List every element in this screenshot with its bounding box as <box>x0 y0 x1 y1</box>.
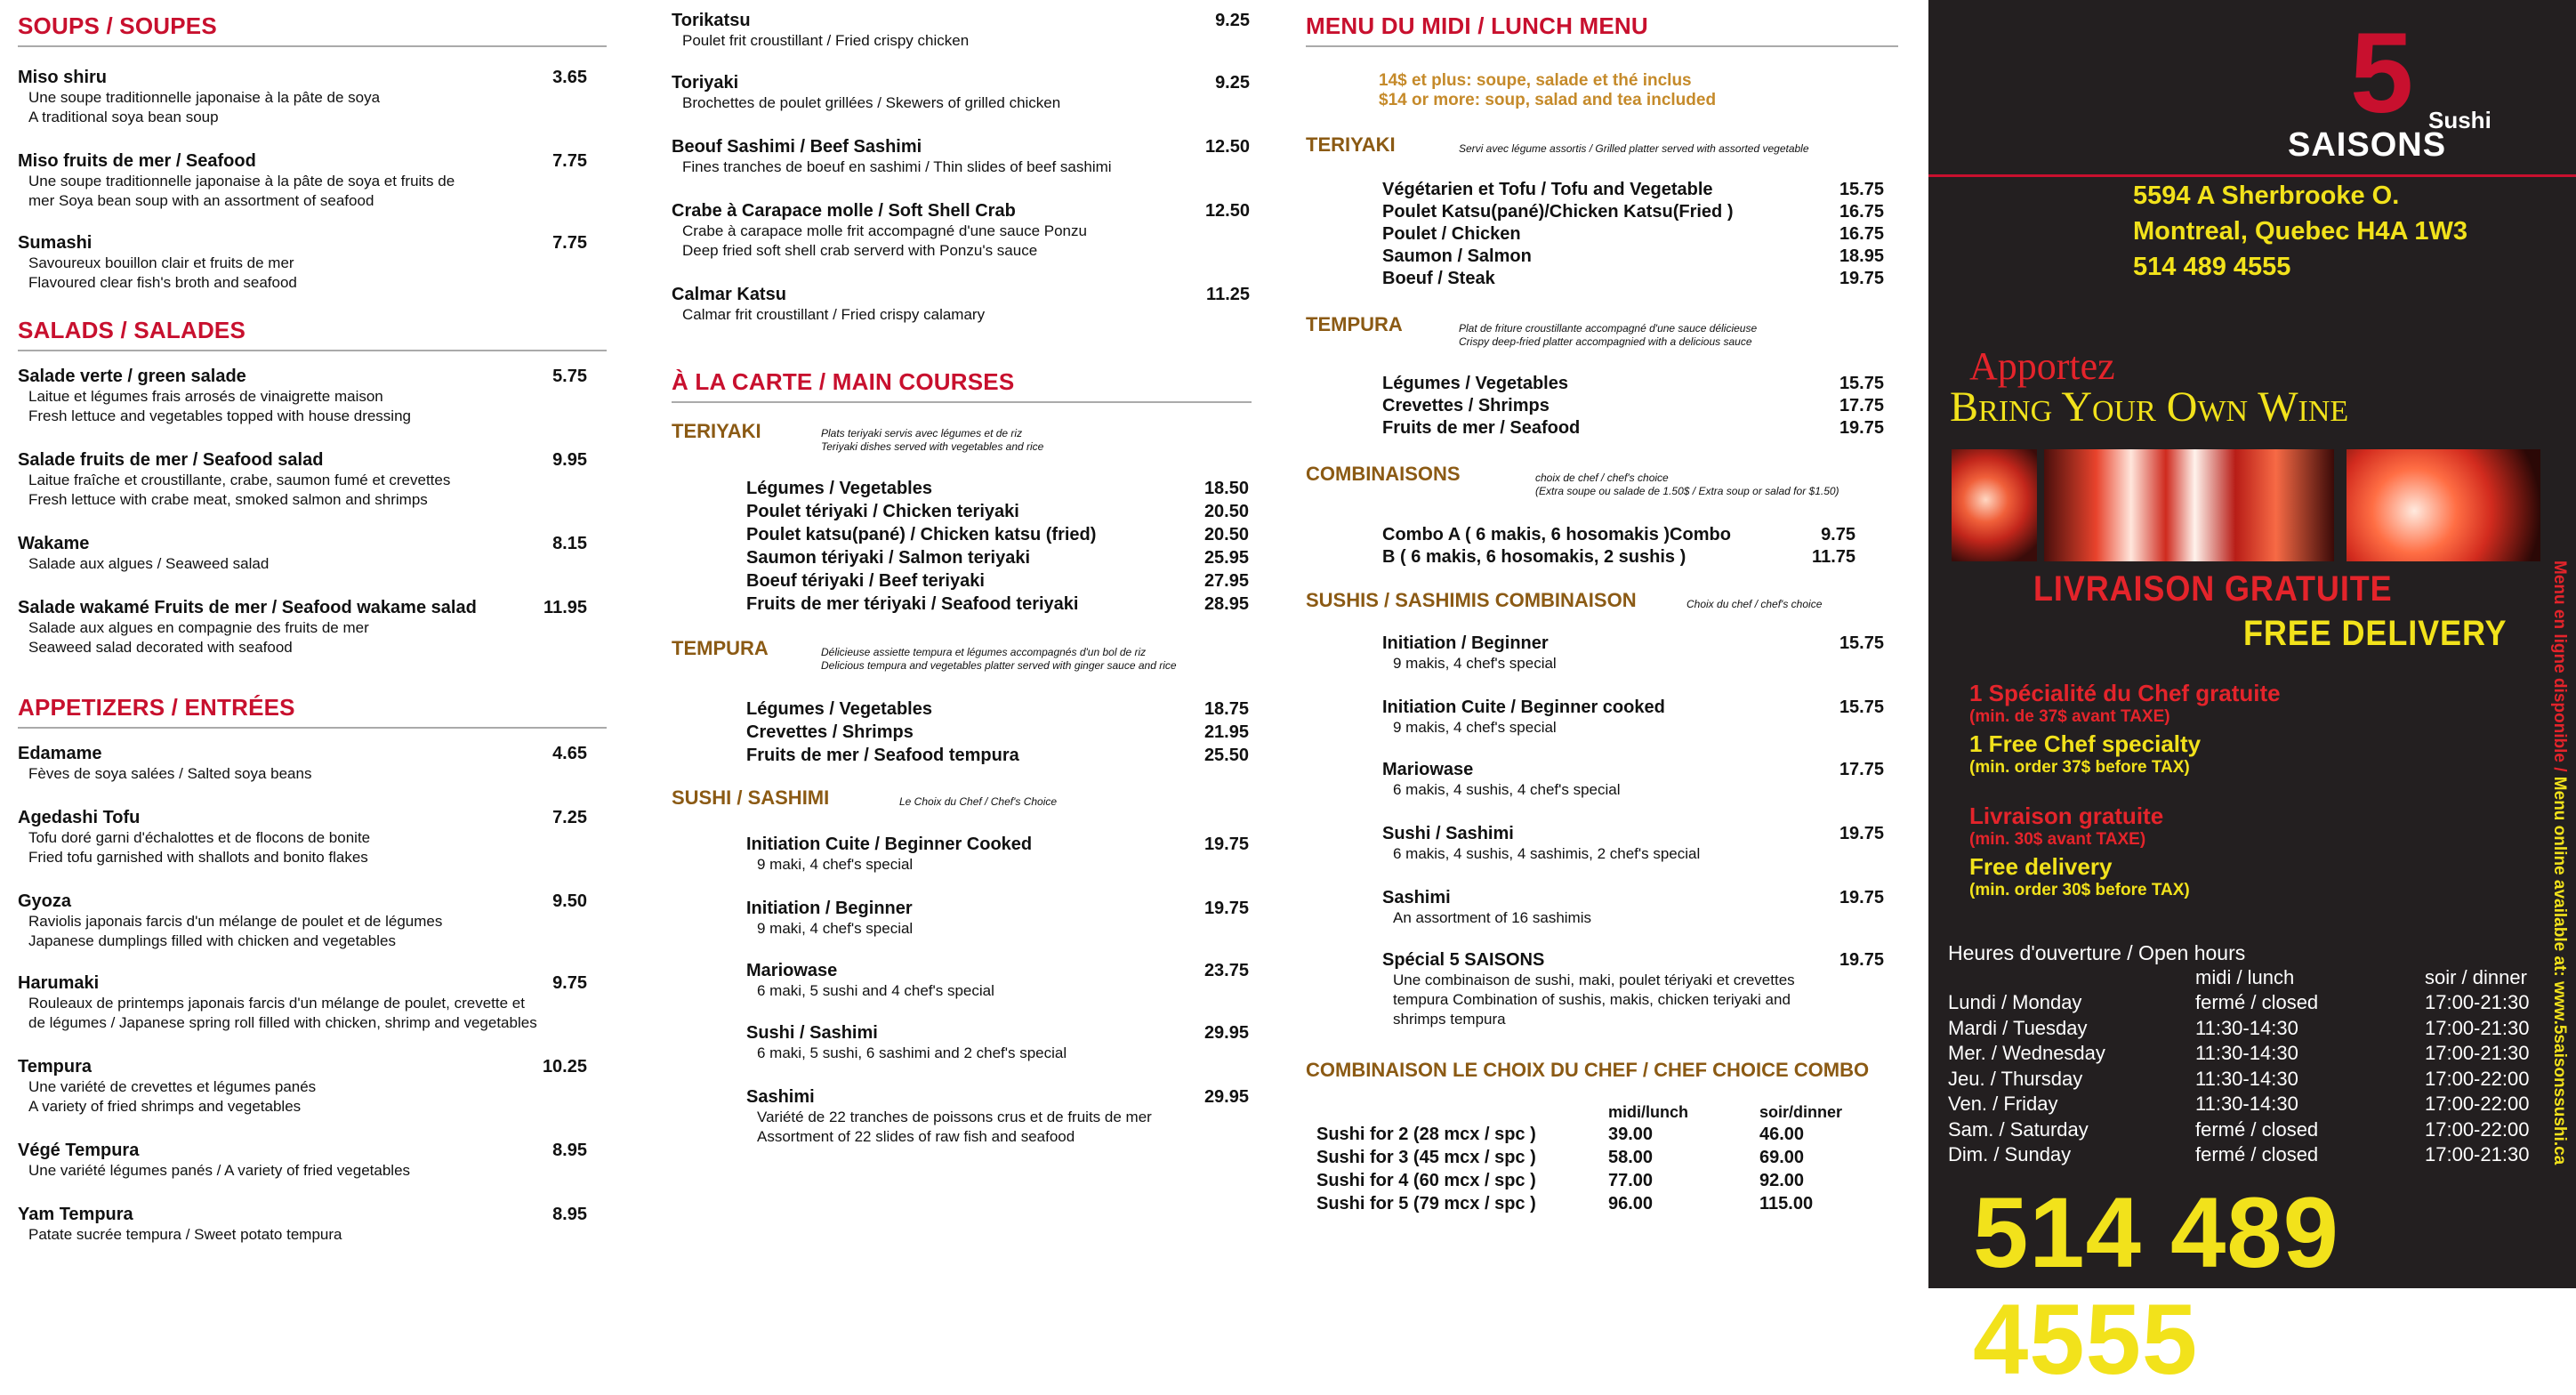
menu-line <box>746 722 1249 746</box>
menu-line <box>746 502 1249 525</box>
brand-panel <box>1928 0 2576 1395</box>
item-name: Salade fruits de mer / Seafood salad <box>18 450 324 470</box>
combo-row-lunch: 39.00 <box>1608 1125 1654 1144</box>
item-description: 6 makis, 4 sushis, 4 chef's special <box>1393 781 1621 798</box>
item-description: tempura Combination of sushis, makis, chicken teriyaki and <box>1393 991 1791 1008</box>
item-name: Initiation Cuite / Beginner Cooked <box>746 835 1033 854</box>
menu-item <box>746 961 1249 1001</box>
subsection-note: Plats teriyaki servis avec légumes et de riz <box>821 427 1023 439</box>
menu-item <box>18 744 587 784</box>
hours-dinner: 17:00-22:00 <box>2425 1067 2530 1090</box>
item-price: 10.25 <box>542 1057 587 1076</box>
item-description: shrimps tempura <box>1393 1011 1506 1028</box>
hours-title: Heures d'ouverture / Open hours <box>1948 941 2246 964</box>
hours-dinner: 17:00-21:30 <box>2425 1143 2530 1165</box>
menu-item <box>18 233 587 293</box>
hours-lunch: 11:30-14:30 <box>2195 1042 2298 1064</box>
line-name: Fruits de mer / Seafood <box>1382 418 1581 438</box>
promo1-en-sub: (min. order 37$ before TAX) <box>1969 758 2190 777</box>
hours-lunch: 11:30-14:30 <box>2195 1093 2298 1115</box>
item-price: 7.25 <box>552 808 587 827</box>
line-name: Combo A ( 6 makis, 6 hosomakis )Combo <box>1382 525 1731 544</box>
item-price: 19.75 <box>1839 824 1884 843</box>
address-line-1: 5594 A Sherbrooke O. <box>2133 181 2400 210</box>
combo-row-name: Sushi for 4 (60 mcx / spc ) <box>1316 1171 1536 1190</box>
hours-day: Mardi / Tuesday <box>1948 1016 2088 1039</box>
item-price: 11.25 <box>1206 285 1250 304</box>
item-description: Variété de 22 tranches de poissons crus et de fruits de mer <box>757 1109 1152 1125</box>
item-description: 6 maki, 5 sushi and 4 chef's special <box>757 982 994 999</box>
promo2-fr-sub: (min. 30$ avant TAXE) <box>1969 830 2146 849</box>
item-price: 8.95 <box>552 1141 587 1160</box>
item-name: Miso fruits de mer / Seafood <box>18 151 256 171</box>
menu-item <box>18 151 587 211</box>
item-name: Sashimi <box>1382 888 1451 907</box>
item-description: Assortment of 22 slides of raw fish and seafood <box>757 1128 1075 1145</box>
address-block <box>2133 178 2467 285</box>
subsection-note: Crispy deep-fried platter accompagnied with a delicious sauce <box>1459 335 1752 348</box>
menu-line <box>746 594 1249 617</box>
menu-item <box>746 1023 1249 1063</box>
item-name: Toriyaki <box>672 73 739 93</box>
combo-row-dinner: 46.00 <box>1759 1125 1805 1144</box>
line-name: Végétarien et Tofu / Tofu and Vegetable <box>1382 180 1713 199</box>
combo-row-dinner: 92.00 <box>1759 1171 1805 1190</box>
item-price: 9.25 <box>1215 73 1250 93</box>
item-name: Crabe à Carapace molle / Soft Shell Crab <box>672 201 1016 221</box>
item-description: Patate sucrée tempura / Sweet potato tempura <box>28 1226 342 1243</box>
combo-col-lunch: midi/lunch <box>1608 1103 1688 1121</box>
item-name: Tempura <box>18 1057 92 1076</box>
section-title: MENU DU MIDI / LUNCH MENU <box>1306 12 1898 47</box>
item-description: Flavoured clear fish's broth and seafood <box>28 274 297 291</box>
item-price: 23.75 <box>1203 961 1249 980</box>
sushi-photo-3 <box>2347 449 2540 561</box>
subsection-heading: COMBINAISONS <box>1306 463 1461 485</box>
menu-line <box>746 746 1249 769</box>
line-price: 11.75 <box>1812 547 1856 567</box>
item-description: A traditional soya bean soup <box>28 109 219 125</box>
combo-col-dinner: soir/dinner <box>1759 1103 1843 1121</box>
subsection-heading: TEMPURA <box>672 637 769 659</box>
line-name: Fruits de mer tériyaki / Seafood teriyaki <box>746 594 1079 614</box>
item-name: Sumashi <box>18 233 93 253</box>
address-line-2: Montreal, Quebec H4A 1W3 <box>2133 217 2468 246</box>
panel-divider <box>1928 174 2576 177</box>
menu-line <box>746 525 1249 548</box>
menu-item <box>1382 633 1884 673</box>
lunch-intro-fr: 14$ et plus: soupe, salade et thé inclus <box>1379 71 1692 90</box>
item-name: Initiation / Beginner <box>1382 633 1549 653</box>
item-name: Salade wakamé Fruits de mer / Seafood wakame salad <box>18 598 477 617</box>
section-title: SALADS / SALADES <box>18 317 607 351</box>
item-description: Une soupe traditionnelle japonaise à la pâte de soya <box>28 89 381 106</box>
menu-item <box>672 201 1250 261</box>
item-price: 8.95 <box>552 1205 587 1224</box>
menu-line <box>746 479 1249 502</box>
subsection-note: Le Choix du Chef / Chef's Choice <box>899 795 1058 808</box>
logo-sushi: Sushi <box>2428 107 2491 133</box>
menu-item <box>18 808 587 867</box>
item-name: Salade verte / green salade <box>18 367 246 386</box>
subsection-heading: SUSHIS / SASHIMIS COMBINAISON <box>1306 589 1637 611</box>
hours-lunch: fermé / closed <box>2195 991 2319 1013</box>
combo-row-dinner: 69.00 <box>1759 1148 1805 1167</box>
item-description: Brochettes de poulet grillées / Skewers of grilled chicken <box>682 94 1061 111</box>
menu-item <box>1382 950 1884 1029</box>
menu-item <box>18 1057 587 1117</box>
subsection-note: Choix du chef / chef's choice <box>1686 598 1823 610</box>
item-price: 19.75 <box>1839 888 1884 907</box>
line-name: Fruits de mer / Seafood tempura <box>746 746 1019 765</box>
promo1-en: 1 Free Chef specialty <box>1969 730 2202 757</box>
subsection-note: Plat de friture croustillante accompagné d'une sauce délicieuse <box>1459 322 1758 335</box>
hours-lunch: 11:30-14:30 <box>2195 1067 2298 1090</box>
menu-item <box>672 11 1250 51</box>
line-price: 27.95 <box>1203 571 1249 591</box>
menu-line <box>1382 547 1856 570</box>
combo-row-lunch: 77.00 <box>1608 1171 1654 1190</box>
menu-item <box>18 68 587 127</box>
subsection-note: Servi avec légume assortis / Grilled platter served with assorted vegetable <box>1459 142 1809 155</box>
item-name: Torikatsu <box>672 11 751 30</box>
section-title: APPETIZERS / ENTRÉES <box>18 694 607 729</box>
item-description: Seaweed salad decorated with seafood <box>28 639 293 656</box>
menu-line <box>1382 418 1884 441</box>
item-description: Fried tofu garnished with shallots and bonito flakes <box>28 849 368 866</box>
menu-line <box>1382 202 1884 225</box>
subsection-note: Teriyaki dishes served with vegetables and rice <box>821 440 1044 453</box>
menu-item <box>1382 888 1884 928</box>
item-price: 19.75 <box>1839 950 1884 970</box>
line-price: 16.75 <box>1839 224 1884 244</box>
menu-item <box>18 598 587 657</box>
subsection-note: Délicieuse assiette tempura et légumes accompagnés d'un bol de riz <box>821 646 1147 658</box>
logo <box>2284 10 2551 169</box>
line-name: Poulet Katsu(pané)/Chicken Katsu(Fried ) <box>1382 202 1734 222</box>
item-description: Raviolis japonais farcis d'un mélange de poulet et de légumes <box>28 913 443 930</box>
lunch-intro-en: $14 or more: soup, salad and tea included <box>1379 91 1717 109</box>
menu-item <box>746 1087 1249 1147</box>
phone-number: 514 489 4555 <box>2133 253 2291 281</box>
subsection-heading: TERIYAKI <box>1306 133 1396 156</box>
combo-row-dinner: 115.00 <box>1759 1194 1814 1214</box>
line-price: 28.95 <box>1203 594 1249 614</box>
menu-item <box>1382 760 1884 800</box>
hours-day: Jeu. / Thursday <box>1948 1067 2083 1090</box>
logo-saisons: SAISONS <box>2288 126 2447 164</box>
hours-day: Sam. / Saturday <box>1948 1117 2089 1141</box>
menu-item <box>18 367 587 426</box>
combo-row-lunch: 58.00 <box>1608 1148 1654 1167</box>
item-name: Spécial 5 SAISONS <box>1382 950 1545 970</box>
menu-item <box>672 285 1250 325</box>
item-price: 12.50 <box>1204 137 1250 157</box>
sushi-photo-1 <box>1952 449 2037 561</box>
item-price: 11.95 <box>543 598 587 617</box>
hours-lunch: fermé / closed <box>2195 1143 2319 1165</box>
promo2-fr: Livraison gratuite <box>1969 802 2164 829</box>
item-description: Crabe à carapace molle frit accompagné d'une sauce Ponzu <box>682 222 1087 239</box>
byow-text: Bring Your Own Wine <box>1950 383 2349 431</box>
item-description: 9 makis, 4 chef's special <box>1393 655 1557 672</box>
online-menu-en[interactable]: Menu online available at: www.5saisonssushi.ca <box>2550 776 2569 1165</box>
line-name: Crevettes / Shrimps <box>746 722 914 742</box>
item-name: Harumaki <box>18 973 100 993</box>
item-description: Salade aux algues en compagnie des fruits de mer <box>28 619 369 636</box>
item-description: Fresh lettuce with crabe meat, smoked salmon and shrimps <box>28 491 428 508</box>
hours-day: Ven. / Friday <box>1948 1093 2058 1115</box>
menu-item <box>18 891 587 951</box>
item-description: mer Soya bean soup with an assortment of seafood <box>28 192 374 209</box>
logo-number: 5 <box>2350 10 2414 137</box>
menu-item <box>1382 698 1884 738</box>
subsection-heading: SUSHI / SASHIMI <box>672 786 830 809</box>
item-description: Une soupe traditionnelle japonaise à la pâte de soya et fruits de <box>28 173 455 189</box>
item-description: 9 makis, 4 chef's special <box>1393 719 1557 736</box>
line-price: 16.75 <box>1839 202 1884 222</box>
item-description: 9 maki, 4 chef's special <box>757 920 914 937</box>
menu-line <box>1382 269 1884 292</box>
combo-row-lunch: 96.00 <box>1608 1194 1654 1214</box>
hours-day: Mer. / Wednesday <box>1948 1042 2105 1064</box>
line-price: 18.50 <box>1203 479 1249 498</box>
item-description: Salade aux algues / Seaweed salad <box>28 555 270 572</box>
item-description: Une variété légumes panés / A variety of fried vegetables <box>28 1162 411 1179</box>
hours-dinner: 17:00-22:00 <box>2425 1093 2530 1115</box>
menu-line <box>1382 396 1884 419</box>
section-title: SOUPS / SOUPES <box>18 12 607 47</box>
hours-dinner: 17:00-22:00 <box>2425 1117 2530 1141</box>
item-description: 9 maki, 4 chef's special <box>757 856 914 873</box>
item-description: Tofu doré garni d'échalottes et de flocons de bonite <box>28 829 371 846</box>
promo2-en-sub: (min. order 30$ before TAX) <box>1969 881 2190 899</box>
item-name: Végé Tempura <box>18 1141 140 1160</box>
line-name: Crevettes / Shrimps <box>1382 396 1550 415</box>
online-menu-vertical <box>2549 560 2569 1165</box>
line-price: 18.95 <box>1839 246 1884 266</box>
item-price: 9.75 <box>552 973 587 993</box>
item-price: 19.75 <box>1203 835 1249 854</box>
item-price: 7.75 <box>552 233 587 253</box>
subsection-note: Delicious tempura and vegetables platter served with ginger sauce and rice <box>821 659 1177 672</box>
item-description: Une combinaison de sushi, maki, poulet tériyaki et crevettes <box>1393 972 1795 988</box>
line-name: Légumes / Vegetables <box>746 479 932 498</box>
line-price: 25.50 <box>1203 746 1249 765</box>
item-name: Gyoza <box>18 891 72 911</box>
item-description: 6 maki, 5 sushi, 6 sashimi and 2 chef's special <box>757 1044 1067 1061</box>
item-description: Fresh lettuce and vegetables topped with house dressing <box>28 407 411 424</box>
hours-lunch: fermé / closed <box>2195 1117 2319 1141</box>
item-name: Initiation / Beginner <box>746 899 913 918</box>
menu-line <box>746 699 1249 722</box>
subsection-heading: TEMPURA <box>1306 313 1403 335</box>
item-description: Japanese dumplings filled with chicken and vegetables <box>28 932 396 949</box>
line-price: 9.75 <box>1821 525 1856 544</box>
subsection-heading: TERIYAKI <box>672 420 761 442</box>
promo-block <box>1969 680 2281 900</box>
item-name: Agedashi Tofu <box>18 808 141 827</box>
line-name: Poulet tériyaki / Chicken teriyaki <box>746 502 1019 521</box>
line-price: 17.75 <box>1839 396 1884 415</box>
menu-line <box>1382 525 1856 548</box>
line-name: Légumes / Vegetables <box>746 699 932 719</box>
promo1-fr-sub: (min. de 37$ avant TAXE) <box>1969 707 2170 726</box>
hours-dinner: 17:00-21:30 <box>2425 1016 2530 1039</box>
item-price: 29.95 <box>1203 1023 1249 1043</box>
line-price: 21.95 <box>1203 722 1249 742</box>
item-price: 8.15 <box>552 534 587 553</box>
menu-item <box>18 534 587 574</box>
item-description: Calmar frit croustillant / Fried crispy calamary <box>682 306 986 323</box>
item-description: Poulet frit croustillant / Fried crispy chicken <box>682 32 970 49</box>
hours-col-dinner: soir / dinner <box>2425 966 2527 988</box>
item-price: 19.75 <box>1203 899 1249 918</box>
livraison-gratuite: LIVRAISON GRATUITE <box>2033 569 2393 609</box>
combo-row-name: Sushi for 2 (28 mcx / spc ) <box>1316 1125 1536 1144</box>
item-name: Sushi / Sashimi <box>1382 824 1514 843</box>
menu-item <box>746 835 1249 875</box>
hours-dinner: 17:00-21:30 <box>2425 1042 2530 1064</box>
big-phone-number[interactable]: 514 489 4555 <box>1973 1177 2339 1395</box>
menu-item <box>18 1141 587 1181</box>
sushi-photos <box>1952 449 2540 561</box>
item-name: Miso shiru <box>18 68 108 87</box>
line-name: Légumes / Vegetables <box>1382 374 1568 393</box>
line-name: Saumon / Salmon <box>1382 246 1532 266</box>
sushi-photo-2 <box>2044 449 2334 561</box>
line-name: Saumon tériyaki / Salmon teriyaki <box>746 548 1031 568</box>
item-price: 5.75 <box>552 367 587 386</box>
subsection-note: choix de chef / chef's choice <box>1535 472 1669 484</box>
hours-dinner: 17:00-21:30 <box>2425 991 2530 1013</box>
item-description: Laitue fraîche et croustillante, crabe, saumon fumé et crevettes <box>28 472 451 488</box>
menu-item <box>18 973 587 1033</box>
menu-item <box>18 450 587 510</box>
menu-line <box>746 571 1249 594</box>
hours-lunch: 11:30-14:30 <box>2195 1016 2298 1039</box>
item-price: 3.65 <box>552 68 587 87</box>
menu-item <box>672 137 1250 177</box>
item-description: Laitue et légumes frais arrosés de vinaigrette maison <box>28 388 383 405</box>
item-description: An assortment of 16 sashimis <box>1393 909 1591 926</box>
item-name: Edamame <box>18 744 102 763</box>
item-description: Une variété de crevettes et légumes panés <box>28 1078 317 1095</box>
apportez-text: Apportez <box>1969 344 2115 388</box>
subsection-note: (Extra soupe ou salade de 1.50$ / Extra soup or salad for $1.50) <box>1535 485 1839 497</box>
phone-banner <box>1928 1174 2576 1395</box>
item-name: Calmar Katsu <box>672 285 786 304</box>
line-name: Boeuf tériyaki / Beef teriyaki <box>746 571 985 591</box>
online-menu-fr: Menu en ligne disponible / <box>2550 560 2569 777</box>
line-name: Poulet katsu(pané) / Chicken katsu (fried) <box>746 525 1097 544</box>
item-description: Fèves de soya salées / Salted soya beans <box>28 765 312 782</box>
item-description: Rouleaux de printemps japonais farcis d'un mélange de poulet, crevette et <box>28 995 525 1012</box>
item-name: Mariowase <box>746 961 838 980</box>
hours-day: Dim. / Sunday <box>1948 1143 2072 1165</box>
line-price: 19.75 <box>1839 418 1884 438</box>
line-name: Boeuf / Steak <box>1382 269 1495 288</box>
item-description: Deep fried soft shell crab serverd with Ponzu's sauce <box>682 242 1038 259</box>
section-title: À LA CARTE / MAIN COURSES <box>672 368 1252 403</box>
item-price: 17.75 <box>1839 760 1884 779</box>
promo2-en: Free delivery <box>1969 853 2113 880</box>
menu-item <box>18 1205 587 1245</box>
item-description: Savoureux bouillon clair et fruits de mer <box>28 254 294 271</box>
menu-line <box>746 548 1249 571</box>
item-name: Yam Tempura <box>18 1205 133 1224</box>
line-price: 15.75 <box>1839 374 1884 393</box>
item-price: 4.65 <box>552 744 587 763</box>
combo-row-name: Sushi for 3 (45 mcx / spc ) <box>1316 1148 1536 1167</box>
menu-line <box>1382 246 1884 270</box>
line-price: 20.50 <box>1203 525 1249 544</box>
item-price: 15.75 <box>1839 633 1884 653</box>
combo-row-name: Sushi for 5 (79 mcx / spc ) <box>1316 1194 1536 1214</box>
subsection-heading: COMBINAISON LE CHOIX DU CHEF / CHEF CHOICE COMBO <box>1306 1059 1870 1081</box>
menu-item <box>746 899 1249 939</box>
line-price: 15.75 <box>1839 180 1884 199</box>
menu-item <box>672 73 1250 113</box>
item-description: 6 makis, 4 sushis, 4 sashimis, 2 chef's special <box>1393 845 1701 862</box>
hours-day: Lundi / Monday <box>1948 991 2082 1013</box>
item-name: Mariowase <box>1382 760 1474 779</box>
item-description: A variety of fried shrimps and vegetables <box>28 1098 302 1115</box>
item-price: 15.75 <box>1839 698 1884 717</box>
line-price: 25.95 <box>1203 548 1249 568</box>
line-name: B ( 6 makis, 6 hosomakis, 2 sushis ) <box>1382 547 1686 567</box>
item-name: Initiation Cuite / Beginner cooked <box>1382 698 1665 717</box>
item-price: 9.25 <box>1215 11 1250 30</box>
line-price: 20.50 <box>1203 502 1249 521</box>
item-name: Beouf Sashimi / Beef Sashimi <box>672 137 922 157</box>
hours-col-lunch: midi / lunch <box>2195 966 2295 988</box>
menu-line <box>1382 180 1884 203</box>
menu-item <box>1382 824 1884 864</box>
item-name: Sashimi <box>746 1087 815 1107</box>
free-delivery: FREE DELIVERY <box>2243 614 2508 653</box>
item-price: 9.95 <box>552 450 587 470</box>
line-price: 19.75 <box>1839 269 1884 288</box>
menu-line <box>1382 374 1884 397</box>
item-price: 29.95 <box>1203 1087 1249 1107</box>
promo1-fr: 1 Spécialité du Chef gratuite <box>1969 680 2281 706</box>
item-price: 12.50 <box>1204 201 1250 221</box>
item-description: de légumes / Japanese spring roll filled with chicken, shrimp and vegetables <box>28 1014 537 1031</box>
menu-line <box>1382 224 1884 247</box>
item-name: Wakame <box>18 534 90 553</box>
item-price: 9.50 <box>552 891 587 911</box>
line-price: 18.75 <box>1203 699 1249 719</box>
item-name: Sushi / Sashimi <box>746 1023 878 1043</box>
item-description: Fines tranches de boeuf en sashimi / Thin slides of beef sashimi <box>682 158 1112 175</box>
item-price: 7.75 <box>552 151 587 171</box>
line-name: Poulet / Chicken <box>1382 224 1521 244</box>
